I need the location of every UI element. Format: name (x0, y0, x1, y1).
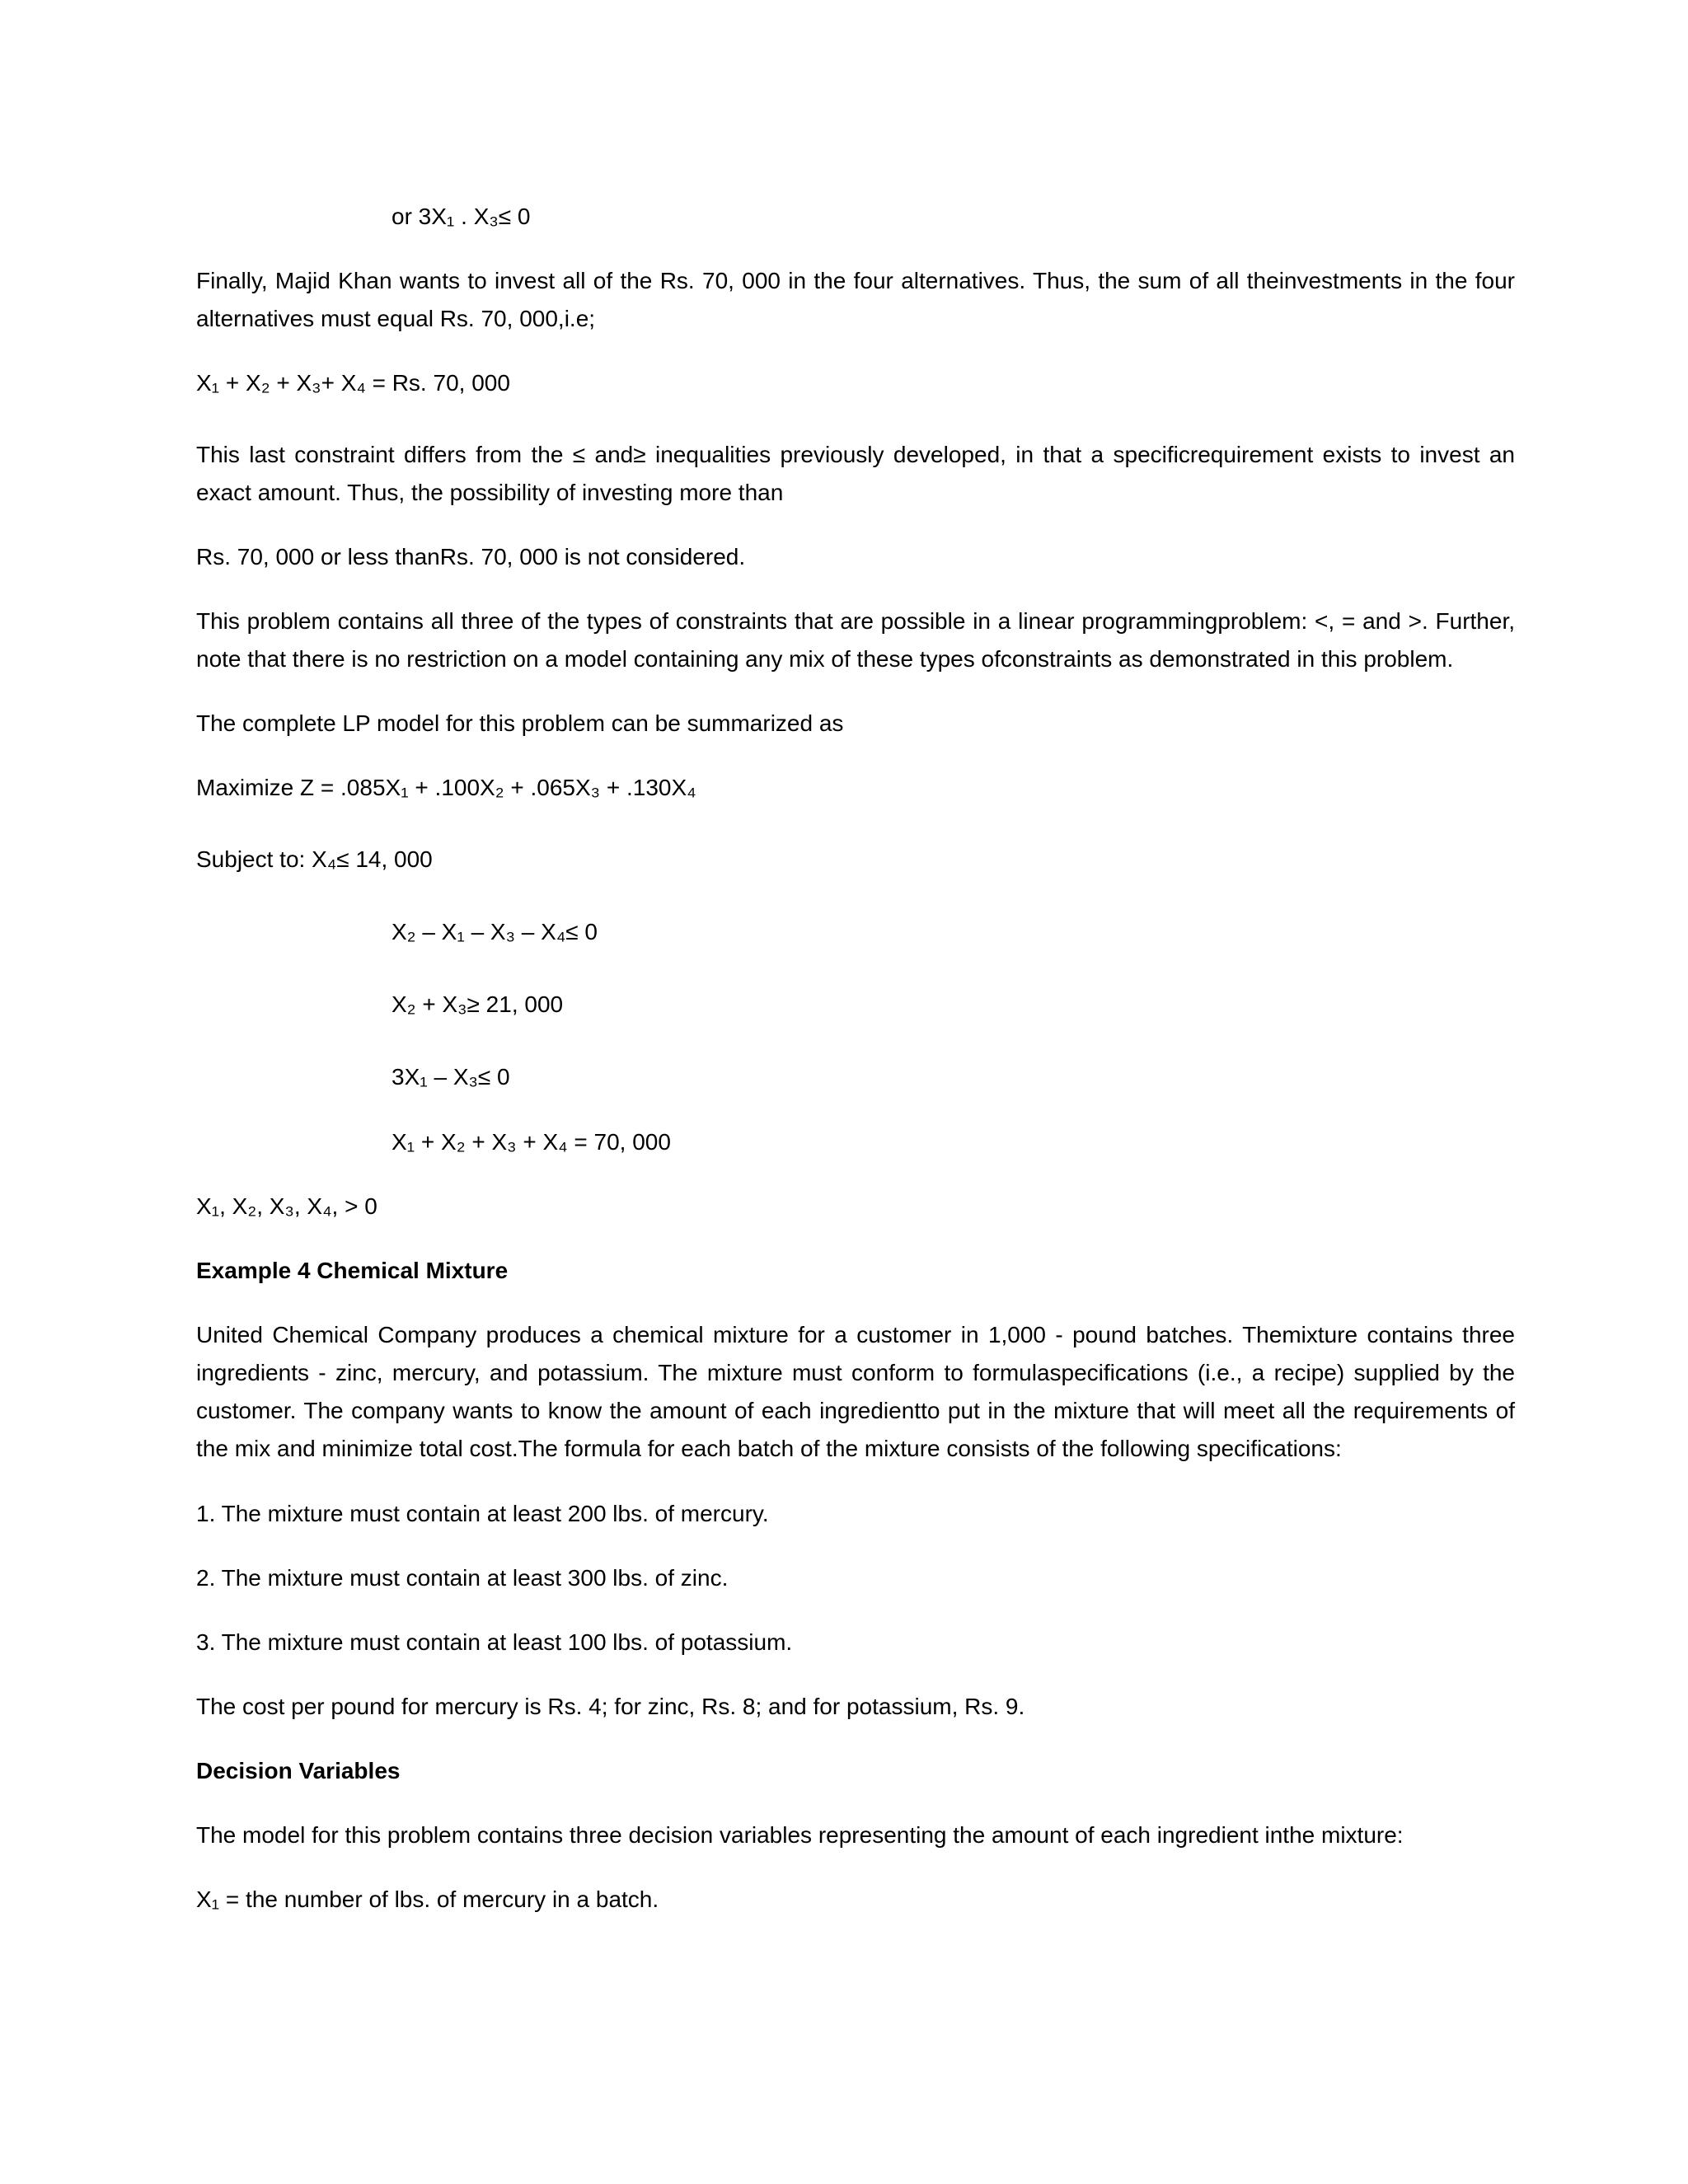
x1-definition-line: X₁ = the number of lbs. of mercury in a batch. (196, 1886, 659, 1912)
decision-variables-heading: Decision Variables (196, 1758, 401, 1783)
constraint-4-line: 3X₁ – X₃≤ 0 (392, 1064, 510, 1090)
united-chemical-paragraph: United Chemical Company produces a chemical mixture for a customer in 1,000 - pound batches. Themixture contains three ingredients - zinc, mercury, and potassium. The mixture must conform to formulaspecifications (i.e., a recipe) supplied by the customer. The company wants to know the amount of each ingredientto put in the mixture that will meet all the requirements of the mix and minimize total cost.The formula for each batch of the mixture consists of the following specifications: (196, 1322, 1515, 1461)
last-constraint-paragraph: This last constraint differs from the ≤ and≥ inequalities previously developed, in that a specificrequirement exists to invest an exact amount. Thus, the possibility of investing more than (196, 442, 1515, 505)
cost-line: The cost per pound for mercury is Rs. 4; for zinc, Rs. 8; and for potassium, Rs. 9. (196, 1694, 1025, 1719)
spec-2-line: 2. The mixture must contain at least 300 lbs. of zinc. (196, 1565, 729, 1591)
finally-paragraph: Finally, Majid Khan wants to invest all of the Rs. 70, 000 in the four alternatives. Thus, the sum of all theinvestments in the four alternatives must equal Rs. 70, 000,i.e; (196, 268, 1515, 331)
maximize-line: Maximize Z = .085X₁ + .100X₂ + .065X₃ + .130X₄ (196, 775, 696, 800)
spec-3-line: 3. The mixture must contain at least 100 lbs. of potassium. (196, 1629, 793, 1655)
subject-to-line: Subject to: X₄≤ 14, 000 (196, 846, 433, 872)
complete-model-line: The complete LP model for this problem can be summarized as (196, 710, 844, 736)
sum-equation-line: X₁ + X₂ + X₃+ X₄ = Rs. 70, 000 (196, 370, 510, 396)
spec-1-line: 1. The mixture must contain at least 200 lbs. of mercury. (196, 1501, 769, 1526)
example-heading: Example 4 Chemical Mixture (196, 1258, 509, 1283)
nonnegativity-line: X₁, X₂, X₃, X₄, > 0 (196, 1193, 377, 1219)
constraint-5-line: X₁ + X₂ + X₃ + X₄ = 70, 000 (392, 1129, 671, 1155)
constraint-3-line: X₂ + X₃≥ 21, 000 (392, 991, 564, 1017)
model-paragraph: The model for this problem contains three decision variables representing the amount of each ingredient inthe mixture: (196, 1822, 1404, 1848)
rs-line: Rs. 70, 000 or less thanRs. 70, 000 is not considered. (196, 544, 746, 569)
constraint-2-line: X₂ – X₁ – X₃ – X₄≤ 0 (392, 919, 598, 944)
or-constraint-line: or 3X₁ . X₃≤ 0 (392, 204, 531, 229)
three-types-paragraph: This problem contains all three of the types of constraints that are possible in a linear programmingproblem: <, = and >. Further, note that there is no restriction on a model containing any mix of these types ofconstraints as demonstrated in this problem. (196, 608, 1515, 672)
